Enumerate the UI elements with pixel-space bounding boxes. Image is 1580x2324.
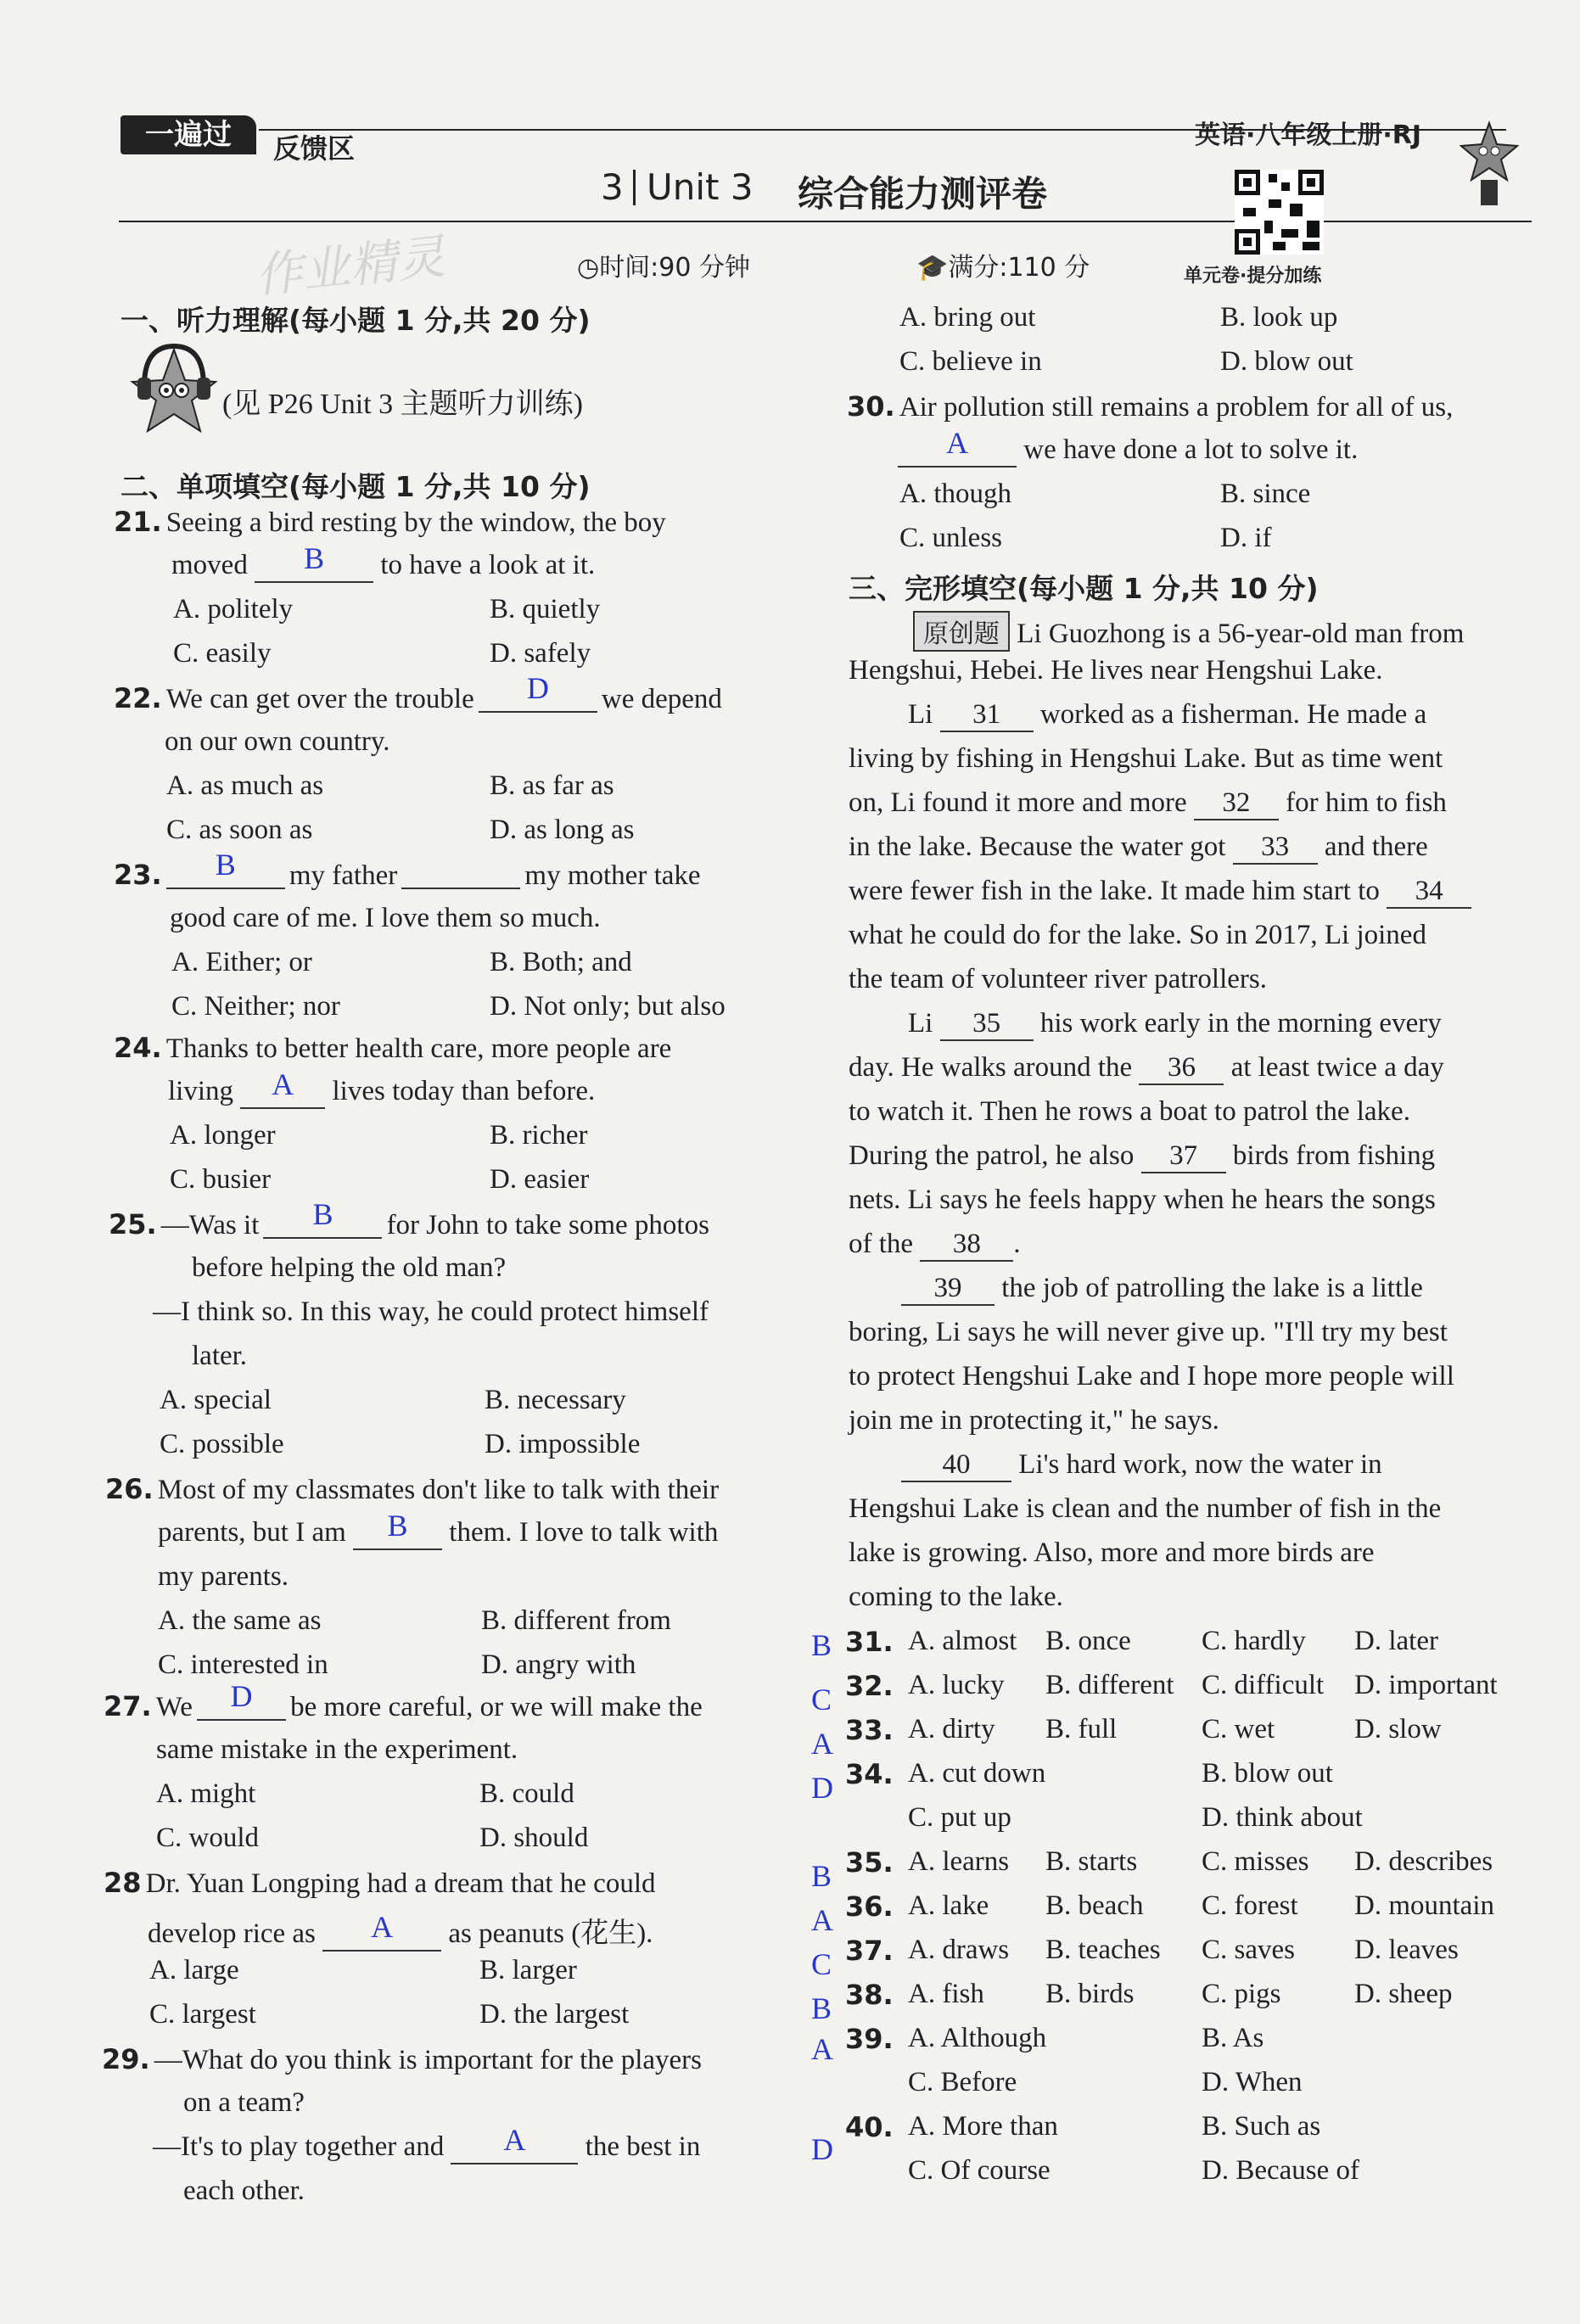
qr-code-icon[interactable] [1235, 170, 1324, 255]
answer-blank: D [197, 1703, 286, 1721]
exam-page: 一遍过 反馈区 英语·八年级上册·RJ 3 Unit 3 综合能力测评卷 作业精灵 ◷时间:90 分钟 🎓满分:110 分 单元卷·提分加练 一、听力理解(每小题 1 分,共 20 分) (见 P26 Unit 3 主题听力训练) 二、单项填空(每小题 1 分,共 10 分) 21. Seeing a bird resting by the window, the boy moved B to have a look at it. A. politely B. quietly C. easily D. safely 22. We can get over the trouble D we depend on our own country. A. as much as B. as far as C. as soon as D. as long as 23. B my father my mother take good care of me. I love them so much. A. Either; or B. Both; and C. Neither; nor D. Not only; but also 24. Thanks to better health care, more people are living A lives today than before. A. longer B. richer C. busier D. easier 25. —Was it B for John to take some photos before helping the old man? —I think so. In this way, he could protect himself later. A. special B. necessary C. possible D. impossible 26. Most of my classmates don't like to talk with their parents, but I am B them. I love to talk with my parents. A. the same as B. different from C. interested in D. angry with 27. We D be more careful, or we will make the same mistake in the experiment. A. might B. could C. would D. should 28 Dr. Yuan Longping had a dream that he could develop rice as A as peanuts (花生). A. large B. larger C. largest D. the largest 29. —What do you think is important for the players on a team? —It's to play together and A the best in each other. A. bring out B. look up C. believe in D. blow out 30. Air pollution still remains a problem for all of us, A we have done a lot to solve it. A. though B. since C. unless D. if 三、完形填空(每小题 1 分,共 10 分) 原创题 Li Guozhong is a 56-year-old man from Hengshui, Hebei. He lives near Hengshui Lake. Li 31 worked as a fisherman. He made a living by fishing in Hengshui Lake. But as time went on, Li found it more and more 32 for him to fish in the lake. Because the water got 33 and there were fewer fish in the lake. It made him start to 34 what he could do for the lake. So in 2017, Li joined the team of volunteer river patrollers. Li 35 his work early in the morning every day. He walks around the 36 at least twice a day to watch it. Then he rows a boat to patrol the lake. During the patrol, he also 37 birds from fishing nets. Li says he feels happy when he hears the songs of the 38 . 39 the job of patrolling the lake is a little boring, Li says he will never give up. "I'll try my best to protect Hengshui Lake and I hope more people will join me in protecting it," he says. 40 Li's hard work, now the water in Hengshui Lake is clean and the number of fish in the lake is growing. Also, more and more birds are coming to the lake. B 31. A. almost B. once C. hardly D. later C 32. A. lucky B. different C. difficult D. important A 33. A. dirty B. full C. wet D. slow D 34. A. cut down B. blow out C. put up D. think about B 35. A. learns B. starts C. misses D. describes A 36. A. lake B. beach C. forest D. mountain C 37. A. draws B. teaches C. saves D. leaves B 38. A. fish B. birds C. pigs D. sheep A 39. A. Although B. As C. Before D. When D 40. A. More than B. Such as C. Of course D. Because of [0, 0, 1580, 2324]
section-listening: 一、听力理解(每小题 1 分,共 20 分) [120, 304, 591, 337]
qr-caption: 单元卷·提分加练 [1184, 266, 1322, 287]
headphone-mascot-icon [127, 339, 221, 443]
answer-blank [401, 871, 520, 889]
q29-option-d: D. blow out [1220, 346, 1353, 377]
listening-note: (见 P26 Unit 3 主题听力训练) [222, 389, 583, 420]
q29-option-a: A. bring out [899, 302, 1036, 333]
unit-divider [633, 170, 636, 205]
time-label: ◷时间:90 分钟 [577, 253, 751, 283]
original-tag: 原创题 [913, 611, 1010, 652]
feedback-label: 反馈区 [273, 132, 356, 165]
answer-blank: B [263, 1221, 382, 1239]
answer-blank: A [240, 1076, 325, 1109]
answer-blank: A [451, 2131, 578, 2164]
grad-cap-icon: 🎓 [916, 253, 949, 283]
answer-blank: A [898, 434, 1017, 468]
q29-option-c: C. believe in [899, 346, 1042, 377]
subject-label: 英语·八年级上册·RJ [1195, 120, 1422, 150]
answer-blank: B [353, 1517, 442, 1550]
unit-number: 3 [601, 166, 624, 208]
brand-logo: 一遍过 [120, 115, 256, 154]
clock-icon: ◷ [577, 253, 600, 283]
score-label: 🎓满分:110 分 [916, 253, 1090, 283]
section-single-choice: 二、单项填空(每小题 1 分,共 10 分) [120, 470, 591, 503]
answer-blank: A [322, 1918, 441, 1952]
answer-blank: B [166, 871, 285, 889]
paper-title: 综合能力测评卷 [798, 173, 1048, 215]
cloze-options: B 31. A. almost B. once C. hardly D. later C 32. A. lucky B. different C. difficult D. important A 33. A. dirty B. full C. wet D. slow D 34. A. cut down B. blow out C. put up D. think about B 35. A. learns B. starts C. misses D. describes A 36. A. lake B. beach C. forest D. mountain C 37. A. draws B. teaches C. saves D. leaves B 38. A. fish B. birds C. pigs D. sheep A 39. A. Although B. As C. Before D. When D 40. A. More than B. Such as C. Of course D. Because of [811, 1626, 1498, 2186]
section-cloze: 三、完形填空(每小题 1 分,共 10 分) [849, 572, 1319, 605]
unit-name: Unit 3 [647, 166, 754, 208]
watermark-text: 作业精灵 [252, 229, 448, 305]
answer-blank: B [255, 550, 373, 583]
star-mascot-icon [1460, 119, 1519, 216]
q29-option-b: B. look up [1220, 302, 1338, 333]
answer-blank: D [479, 695, 597, 713]
